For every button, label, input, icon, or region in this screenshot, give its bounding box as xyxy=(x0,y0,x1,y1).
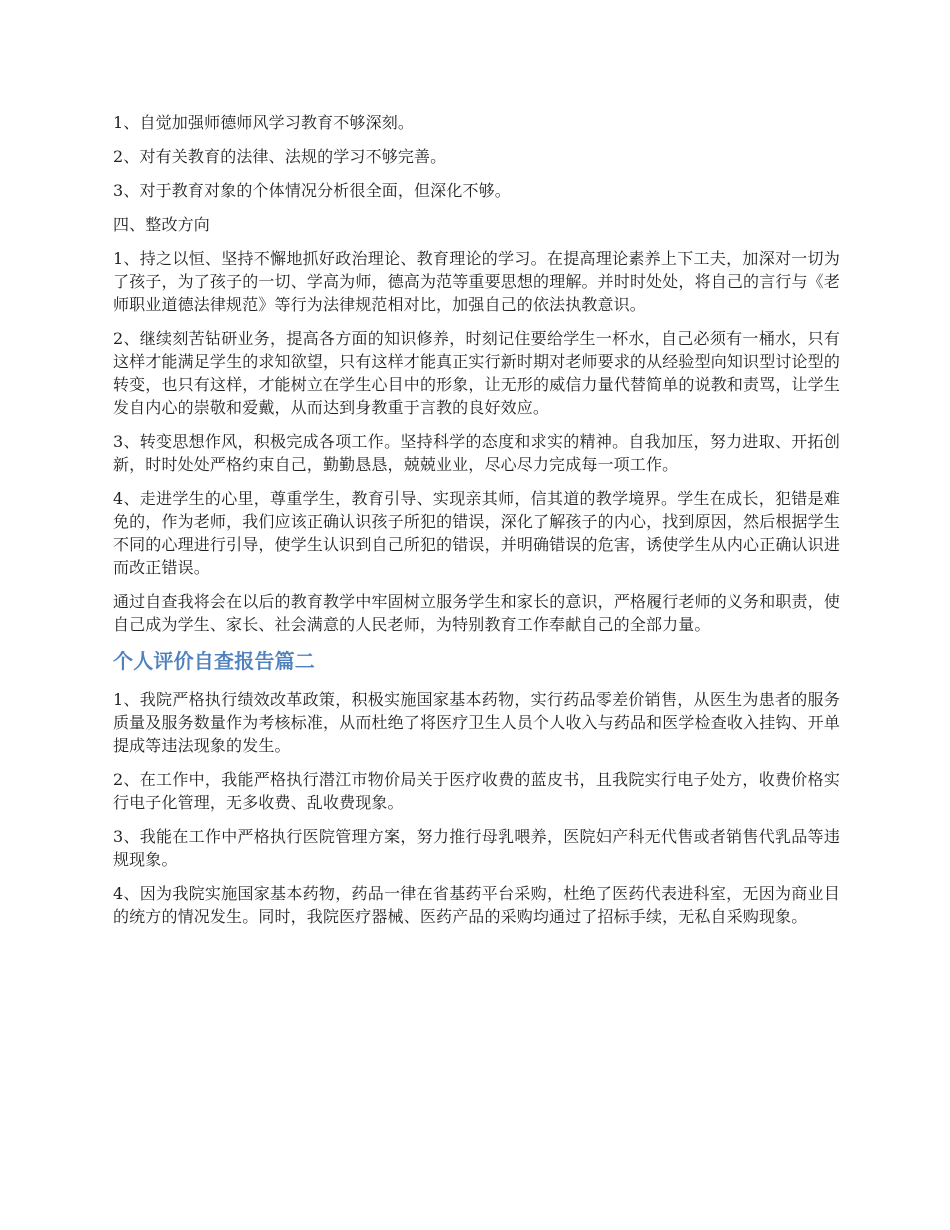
report-item-1: 1、我院严格执行绩效改革政策，积极实施国家基本药物，实行药品零差价销售，从医生为患者的服务质量及服务数量作为考核标准，从而杜绝了将医疗卫生人员个人收入与药品和医学检查收入挂钩、开单提成等违法现象的发生。 xyxy=(113,690,840,755)
report-item-4: 4、因为我院实施国家基本药物，药品一律在省基药平台采购，杜绝了医药代表进科室，无因为商业目的统方的情况发生。同时，我院医疗器械、医药产品的采购均通过了招标手续，无私自采购现象。 xyxy=(113,884,840,926)
rectification-item-3: 3、转变思想作风，积极完成各项工作。坚持科学的态度和求实的精神。自我加压，努力进取、开拓创新，时时处处严格约束自己，勤勤恳恳，兢兢业业，尽心尽力完成每一项工作。 xyxy=(113,432,840,474)
report-item-3: 3、我能在工作中严格执行医院管理方案，努力推行母乳喂养，医院妇产科无代售或者销售代乳品等违规现象。 xyxy=(113,827,840,869)
rectification-item-4: 4、走进学生的心里，尊重学生，教育引导、实现亲其师，信其道的教学境界。学生在成长，犯错是难免的，作为老师，我们应该正确认识孩子所犯的错误，深化了解孩子的内心，找到原因，然后根据学生不同的心理进行引导，使学生认识到自己所犯的错误，并明确错误的危害，诱使学生从内心正确认识进而改正错误。 xyxy=(113,489,840,577)
issue-item-3: 3、对于教育对象的个体情况分析很全面，但深化不够。 xyxy=(113,181,511,200)
report-item-2: 2、在工作中，我能严格执行潜江市物价局关于医疗收费的蓝皮书，且我院实行电子处方，收费价格实行电子化管理，无多收费、乱收费现象。 xyxy=(113,770,840,812)
document-body xyxy=(113,111,840,939)
issue-item-1: 1、自觉加强师德师风学习教育不够深刻。 xyxy=(113,113,415,132)
issue-item-2: 2、对有关教育的法律、法规的学习不够完善。 xyxy=(113,147,447,166)
rectification-item-2: 2、继续刻苦钻研业务，提高各方面的知识修养，时刻记住要给学生一杯水，自己必须有一桶水，只有这样才能满足学生的求知欲望，只有这样才能真正实行新时期对老师要求的从经验型向知识型讨论型的转变，也只有这样，才能树立在学生心目中的形象，让无形的威信力量代替简单的说教和责骂，让学生发自内心的崇敬和爱戴，从而达到身教重于言教的良好效应。 xyxy=(113,329,840,417)
section-two-heading: 个人评价自查报告篇二 xyxy=(113,649,315,673)
rectification-item-1: 1、持之以恒、坚持不懈地抓好政治理论、教育理论的学习。在提高理论素养上下工夫，加深对一切为了孩子，为了孩子的一切、学高为师，德高为范等重要思想的理解。并时时处处，将自己的言行与《老师职业道德法律规范》等行为法律规范相对比，加强自己的依法执教意识。 xyxy=(113,249,840,314)
rectification-subheading: 四、整改方向 xyxy=(113,215,210,234)
conclusion-paragraph: 通过自查我将会在以后的教育教学中牢固树立服务学生和家长的意识，严格履行老师的义务和职责，使自己成为学生、家长、社会满意的人民老师，为特别教育工作奉献自己的全部力量。 xyxy=(113,592,840,634)
